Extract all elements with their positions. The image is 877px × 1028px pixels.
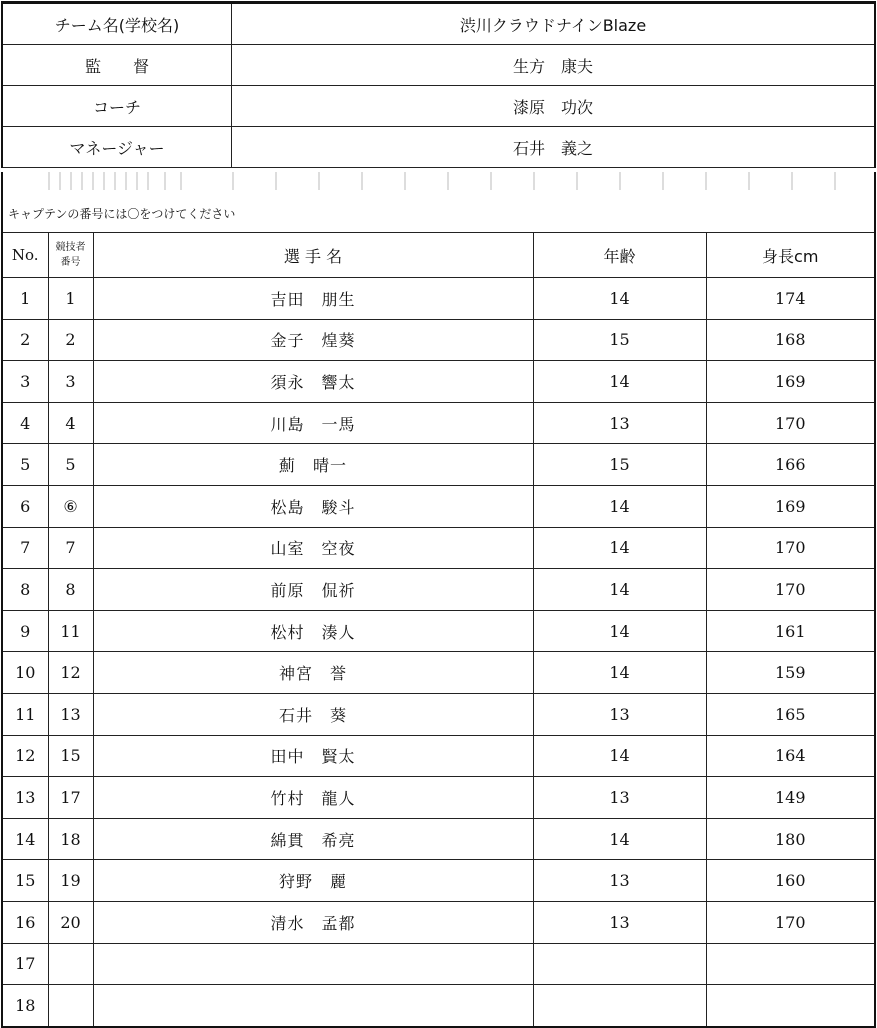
head-coach-label: 監 督 [2, 45, 232, 86]
player-age: 13 [533, 402, 706, 444]
team-name-row [2, 3, 875, 45]
player-height: 169 [706, 485, 875, 527]
player-height: 170 [706, 901, 875, 943]
head-coach-value: 生方 康夫 [232, 45, 876, 86]
player-age: 14 [533, 485, 706, 527]
team-manager-value: 石井 義之 [232, 127, 876, 168]
player-height: 170 [706, 569, 875, 611]
player-number: 8 [48, 569, 93, 611]
player-number [48, 985, 93, 1027]
row-no: 9 [2, 610, 48, 652]
player-age [533, 985, 706, 1027]
player-number-header [48, 233, 93, 278]
player-name: 松村 湊人 [93, 610, 533, 652]
player-number: 13 [48, 693, 93, 735]
team-info-table [1, 1, 876, 168]
height-header: 身長cm [706, 233, 875, 278]
table-row [2, 860, 875, 902]
player-number: 19 [48, 860, 93, 902]
player-height [706, 943, 875, 985]
roster-header-row [2, 233, 875, 278]
player-age: 14 [533, 735, 706, 777]
row-no: 13 [2, 777, 48, 819]
player-name: 竹村 龍人 [93, 777, 533, 819]
player-height: 180 [706, 818, 875, 860]
row-no: 7 [2, 527, 48, 569]
grid-spacer-row [1, 172, 876, 190]
spacer-gridlines [3, 172, 876, 190]
player-name: 須永 響太 [93, 361, 533, 403]
team-name-value: 渋川クラウドナインBlaze [232, 3, 876, 45]
age-header: 年齢 [533, 233, 706, 278]
player-name: 前原 侃祈 [93, 569, 533, 611]
player-name: 薊 晴一 [93, 444, 533, 486]
row-no: 17 [2, 943, 48, 985]
table-row [2, 943, 875, 985]
player-number: 1 [48, 278, 93, 320]
player-height: 170 [706, 402, 875, 444]
table-row [2, 527, 875, 569]
player-name: 山室 空夜 [93, 527, 533, 569]
coach-row [2, 86, 875, 127]
row-no: 2 [2, 319, 48, 361]
table-row [2, 652, 875, 694]
table-row [2, 402, 875, 444]
coach-label: コーチ [2, 86, 232, 127]
player-number: 15 [48, 735, 93, 777]
player-number: 17 [48, 777, 93, 819]
table-row [2, 569, 875, 611]
player-height: 149 [706, 777, 875, 819]
row-no: 8 [2, 569, 48, 611]
player-number: 5 [48, 444, 93, 486]
table-row [2, 610, 875, 652]
player-age: 14 [533, 569, 706, 611]
table-row [2, 361, 875, 403]
player-age [533, 943, 706, 985]
player-name: 神宮 誉 [93, 652, 533, 694]
row-no: 11 [2, 693, 48, 735]
player-name: 松島 駿斗 [93, 485, 533, 527]
player-number: 4 [48, 402, 93, 444]
row-no: 4 [2, 402, 48, 444]
player-name: 田中 賢太 [93, 735, 533, 777]
table-row [2, 485, 875, 527]
player-height: 164 [706, 735, 875, 777]
player-age: 13 [533, 777, 706, 819]
player-height: 161 [706, 610, 875, 652]
player-age: 13 [533, 860, 706, 902]
player-age: 14 [533, 361, 706, 403]
table-row [2, 777, 875, 819]
player-number: 7 [48, 527, 93, 569]
player-height: 160 [706, 860, 875, 902]
row-no: 10 [2, 652, 48, 694]
no-header: No. [2, 233, 48, 278]
player-height [706, 985, 875, 1027]
player-age: 15 [533, 444, 706, 486]
player-height: 166 [706, 444, 875, 486]
player-age: 14 [533, 818, 706, 860]
row-no: 3 [2, 361, 48, 403]
table-row [2, 319, 875, 361]
player-number: 20 [48, 901, 93, 943]
player-age: 14 [533, 610, 706, 652]
manager-row [2, 45, 875, 86]
player-number [48, 943, 93, 985]
player-age: 15 [533, 319, 706, 361]
player-number: 11 [48, 610, 93, 652]
player-name: 金子 煌葵 [93, 319, 533, 361]
captain-instruction: キャプテンの番号には〇をつけてください [1, 190, 876, 232]
player-height: 174 [706, 278, 875, 320]
player-name [93, 985, 533, 1027]
player-number: 12 [48, 652, 93, 694]
row-no: 1 [2, 278, 48, 320]
player-height: 165 [706, 693, 875, 735]
player-number: 3 [48, 361, 93, 403]
row-no: 5 [2, 444, 48, 486]
player-age: 13 [533, 693, 706, 735]
player-name: 石井 葵 [93, 693, 533, 735]
player-height: 170 [706, 527, 875, 569]
row-no: 16 [2, 901, 48, 943]
player-height: 169 [706, 361, 875, 403]
row-no: 12 [2, 735, 48, 777]
player-age: 14 [533, 527, 706, 569]
table-row [2, 985, 875, 1027]
team-manager-label: マネージャー [2, 127, 232, 168]
table-row [2, 901, 875, 943]
player-age: 13 [533, 901, 706, 943]
player-number: 18 [48, 818, 93, 860]
player-number: 2 [48, 319, 93, 361]
table-row [2, 278, 875, 320]
player-number-header-line1: 競技者 [55, 242, 86, 253]
player-name: 綿貫 希亮 [93, 818, 533, 860]
player-number-header-line2: 番号 [60, 257, 81, 268]
table-row [2, 735, 875, 777]
player-name: 川島 一馬 [93, 402, 533, 444]
player-name: 狩野 麗 [93, 860, 533, 902]
row-no: 18 [2, 985, 48, 1027]
row-no: 6 [2, 485, 48, 527]
player-age: 14 [533, 652, 706, 694]
table-row [2, 444, 875, 486]
team-manager-row [2, 127, 875, 168]
coach-value: 漆原 功次 [232, 86, 876, 127]
table-row [2, 818, 875, 860]
player-name [93, 943, 533, 985]
player-roster-table [1, 232, 876, 1028]
player-age: 14 [533, 278, 706, 320]
row-no: 15 [2, 860, 48, 902]
player-name: 吉田 朋生 [93, 278, 533, 320]
player-height: 159 [706, 652, 875, 694]
player-height: 168 [706, 319, 875, 361]
row-no: 14 [2, 818, 48, 860]
player-number: ⑥ [48, 485, 93, 527]
player-name-header: 選 手 名 [93, 233, 533, 278]
table-row [2, 693, 875, 735]
team-name-label: チーム名(学校名) [2, 3, 232, 45]
player-name: 清水 孟都 [93, 901, 533, 943]
